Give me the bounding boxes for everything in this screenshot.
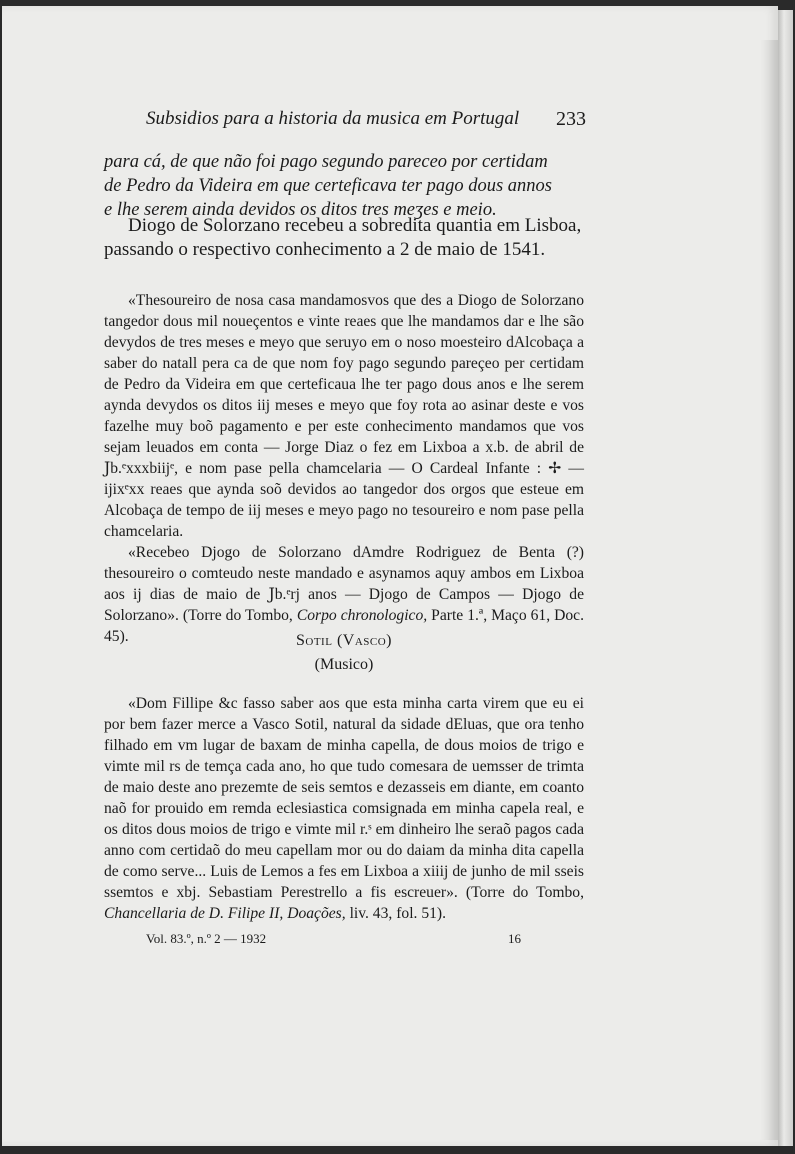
section-heading: Sotil (Vasco) bbox=[296, 632, 392, 649]
document-quote-2 bbox=[104, 693, 584, 924]
running-header bbox=[146, 108, 586, 130]
intro-italic-line: para cá, de que não foi pago segundo pareceo por certidam bbox=[104, 152, 548, 172]
quote-paragraph: «Thesoureiro de nosa casa mandamosvos que des a Diogo de Solorzano tangedor dous mil noueçentos e vinte reaes que lhe mandamos dar e lhe são devydos de tres meses e meyo que seruyo em o noso moesteiro dAlcobaça a saber do natall pera ca de que nom foy pago segundo pareçeo per certidam de Pedro da Videira em que certeficaua lhe ter pago dous anos e lhe serem aynda devydos os ditos iij meses e meyo que foy rota ao asinar deste e vos fazelhe muy boõ pagamento e per este conhecimento mandamos que vos sejam leuados em conta — Jorge Diaz o fez em Lixboa a x.b. de abril de Ϳb.ᵉxxxbiijᵉ, e nom pase pella chamcelaria — O Cardeal Infante : ✢ — ijixᵉxx reaes que aynda soõ devidos ao tangedor dos orgos que esteue em Alcobaça de tempo de iij meses e meyo pago no tesoureiro e nom pase pella chamcelaria. bbox=[104, 292, 584, 540]
running-title: Subsidios para a historia da musica em Portugal bbox=[146, 108, 520, 129]
source-reference: Parte 1.ª, Maço 61, Doc. 45). bbox=[104, 607, 584, 645]
page-shadow bbox=[760, 40, 778, 1140]
quote-paragraph bbox=[104, 693, 584, 924]
quote-text: «Recebeo Djogo de Solorzano dAmdre Rodriguez de Benta (?) thesoureiro o comteudo neste mandado e asynamos aquy ambos em Lixboa aos ij dias de maio de Ϳb.ᵉrj anos — Djogo de Campos — Djogo de Solorzano». (Torre do Tombo, bbox=[104, 544, 584, 624]
volume-info: Vol. 83.º, n.º 2 — 1932 bbox=[146, 931, 267, 946]
page-number: 233 bbox=[556, 108, 586, 130]
page-footer bbox=[146, 931, 546, 947]
intro-italic-line: de Pedro da Videira em que certeficava ter pago dous annos bbox=[104, 176, 553, 196]
source-title: Corpo chronologico, bbox=[296, 607, 428, 624]
page-stack-edge bbox=[778, 10, 793, 1146]
signature-mark: 16 bbox=[508, 931, 521, 946]
intro-italic bbox=[104, 150, 584, 222]
intro-italic-line: e lhe serem ainda devidos os ditos tres meʒes e meio. bbox=[104, 200, 497, 220]
quote-text: «Dom Fillipe &c fasso saber aos que esta minha carta virem que eu ei por bem fazer merce a Vasco Sotil, natural da sidade dEluas, que ora tenho filhado em vm lugar de baxam de minha capella, de dous moios de trigo e vimte mil rs de temça cada ano, ho que tudo comesara de uemsser de trimta de maio deste ano prezemte de seis semtos e dezasseis em diante, em coanto naõ for prouido em remda eclesiastica comsignada em minha capela real, e os ditos dous moios de trigo e vimte mil r.ˢ em dinheiro lhe seraõ pagos cada anno com certidaõ do meu capellam mor ou do daiam da minha dita capella de como serve... Luis de Lemos a fes em Lixboa a xiiij de junho de mil sseis ssemtos e xbj. Sebastiam Perestrello a fis escreuer». (Torre do Tombo, bbox=[104, 695, 584, 901]
intro-paragraph: Diogo de Solorzano recebeu a sobredita quantia em Lisboa, passando o respectivo conhecimento a 2 de maio de 1541. bbox=[104, 215, 582, 260]
source-title: Chancellaria de D. Filipe II, Doações, bbox=[104, 905, 346, 922]
document-quote-1 bbox=[104, 290, 584, 647]
section-subtitle: (Musico) bbox=[314, 656, 374, 673]
source-reference: liv. 43, fol. 51). bbox=[349, 905, 447, 922]
